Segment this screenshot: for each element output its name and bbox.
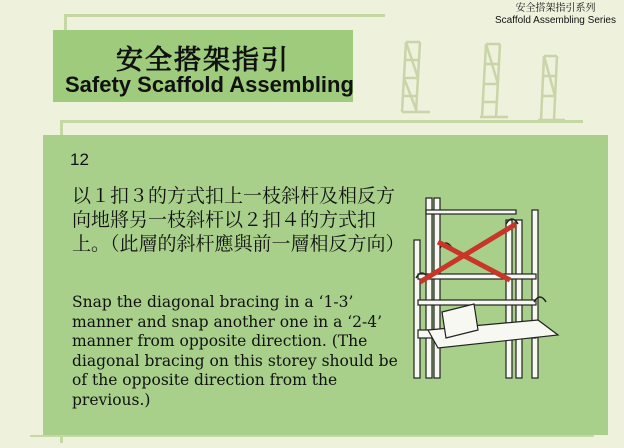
scaffold-frame [414, 198, 558, 378]
scaffold-tower-thumbnails [390, 12, 590, 122]
series-label-en: Scaffold Assembling Series [495, 15, 616, 26]
scaffold-tower-thumbnail-icon [402, 42, 430, 112]
step-number: 12 [70, 150, 89, 169]
instruction-text-zh: 以１扣３的方式扣上一枝斜杆及相反方向地將另一枝斜杆以２扣４的方式扣上。（此層的斜杆應與前一層相反方向） [72, 185, 405, 255]
page-title-en: Safety Scaffold Assembling [65, 72, 354, 97]
scaffold-tower-thumbnail-icon [538, 56, 565, 120]
instruction-text-en: Snap the diagonal bracing in a ‘1-3’ manner and snap another one in a ‘2-4’ manner from opposite direction. (The diagonal bracing on this storey should be of the opposite direction from the previous.) [72, 293, 398, 409]
series-label-zh: 安全搭架指引系列 [515, 3, 596, 14]
scaffold-tower-thumbnail-icon [480, 44, 508, 117]
page-title-zh: 安全搭架指引 [116, 45, 290, 75]
scaffold-diagonal-bracing-illustration [398, 180, 578, 380]
title-panel [53, 30, 353, 102]
